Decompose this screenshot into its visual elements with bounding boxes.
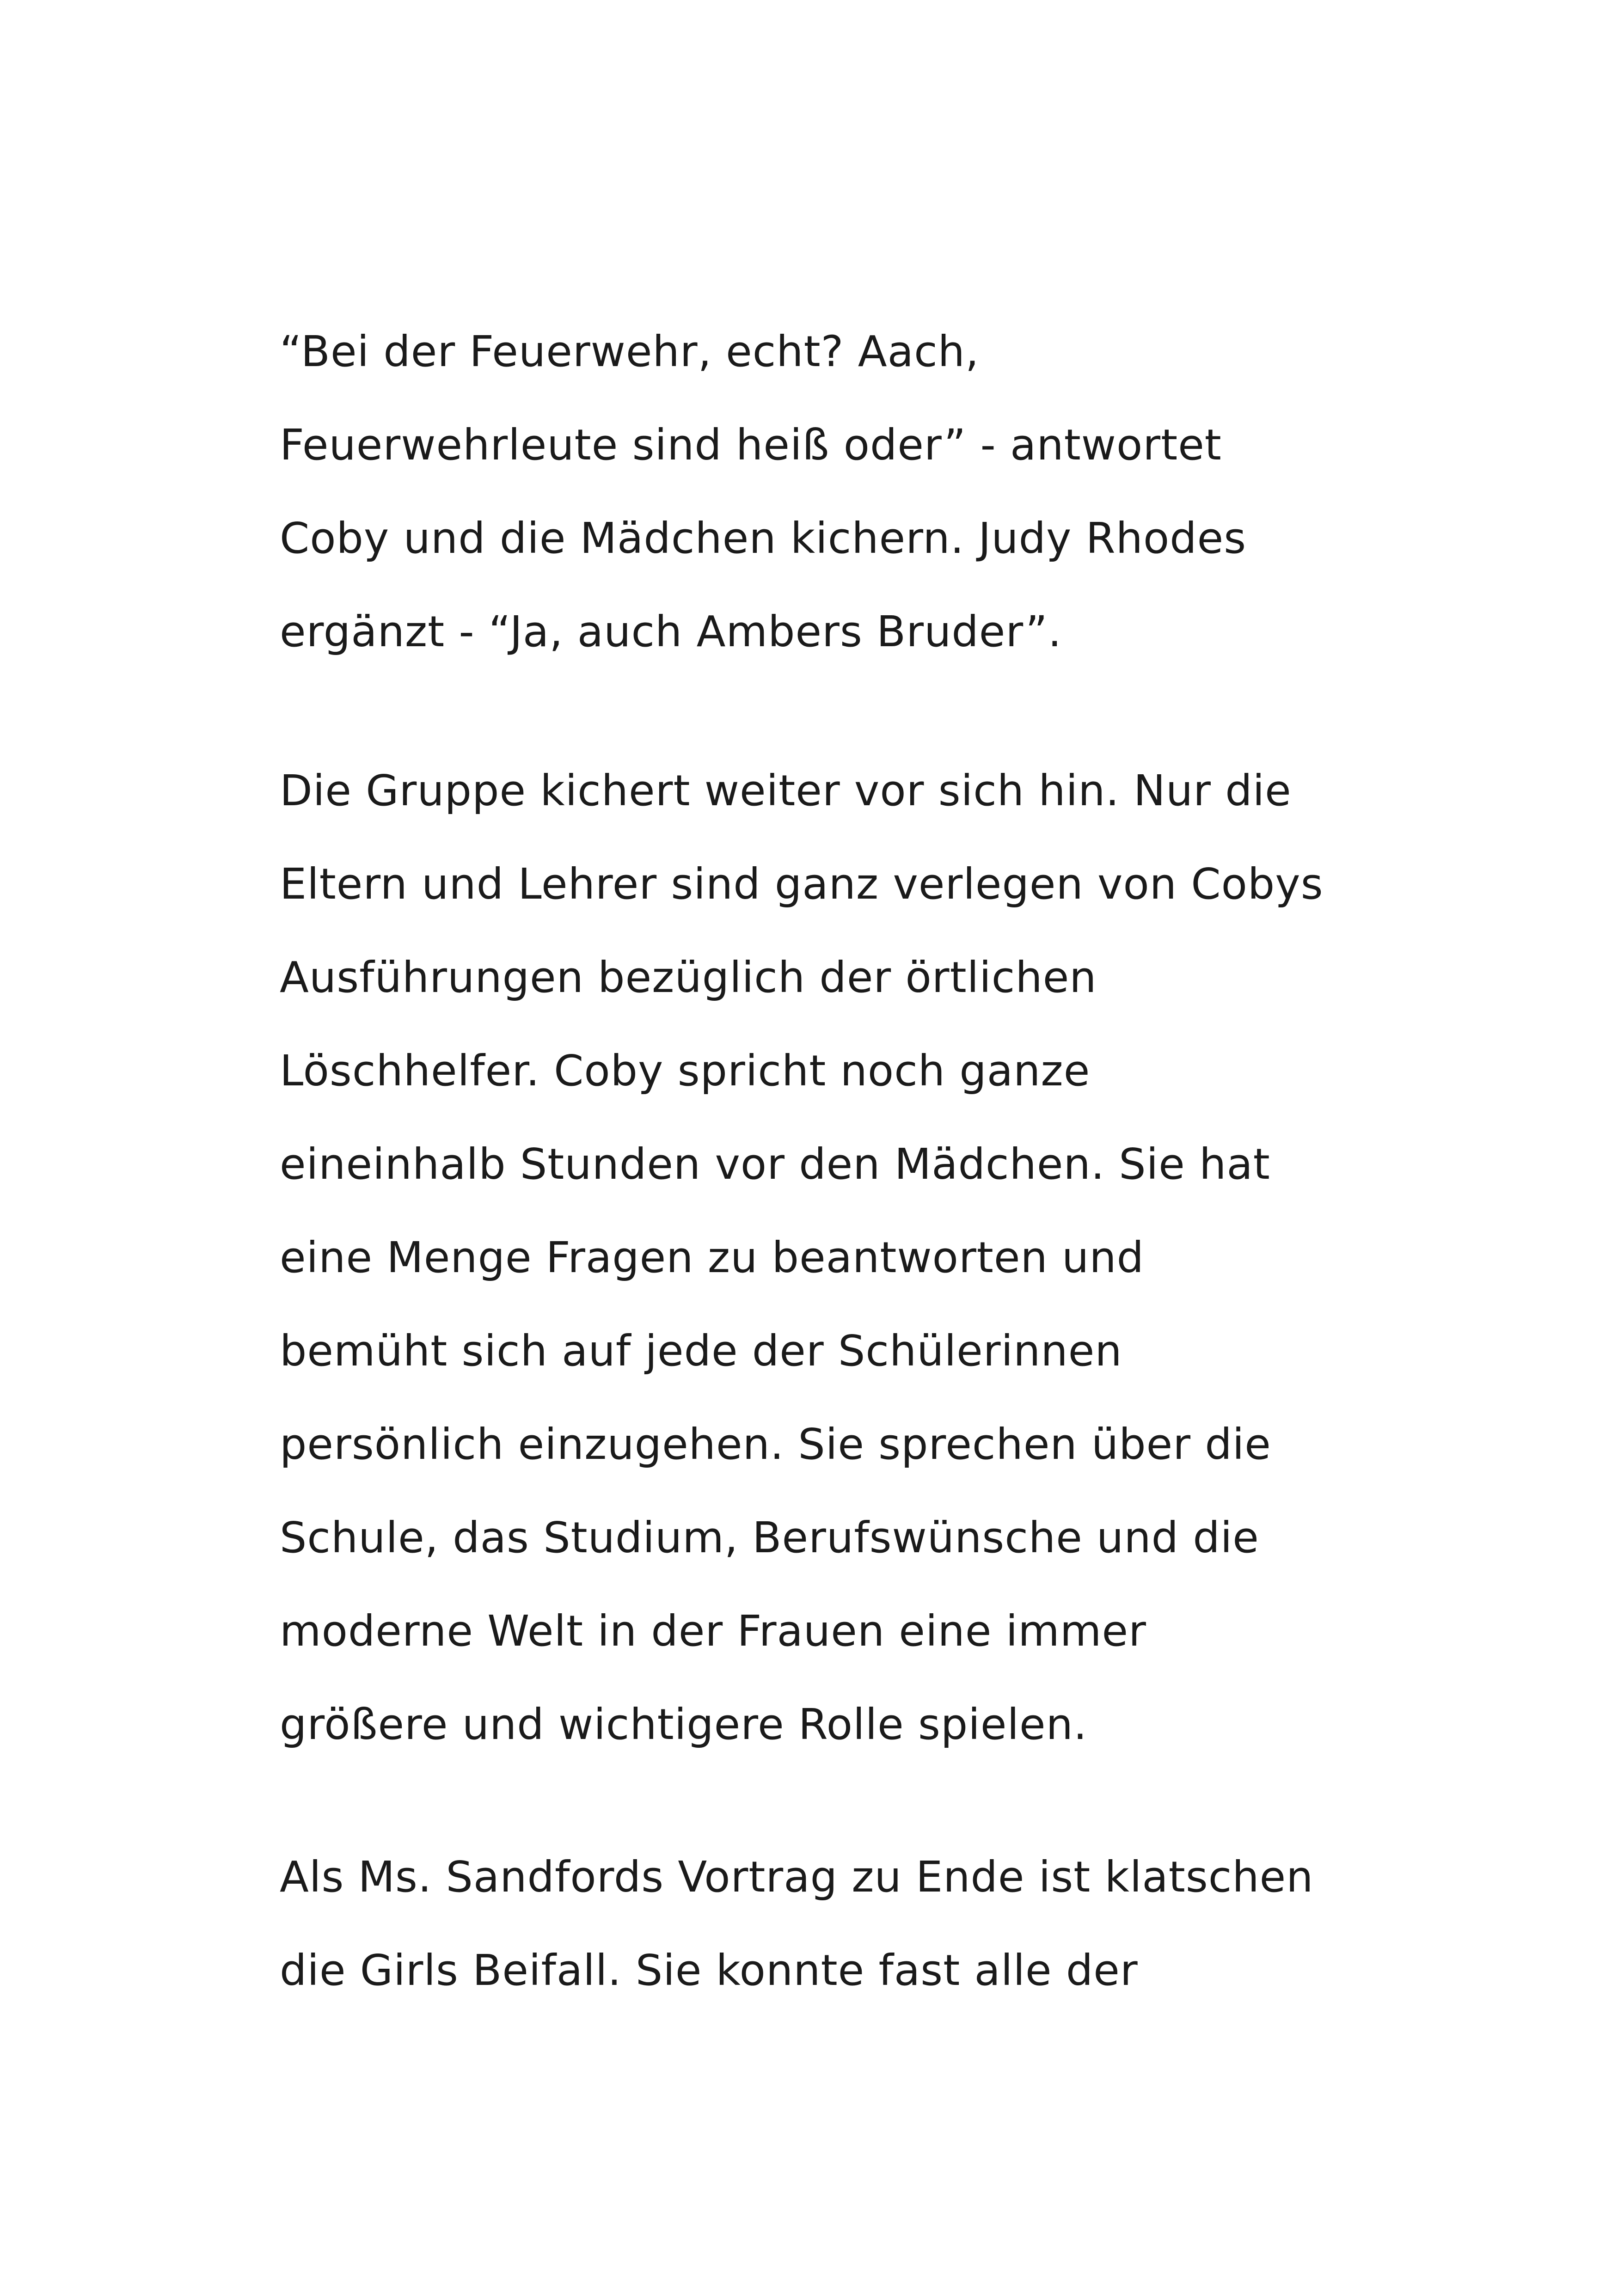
text-line: Ausführungen bezüglich der örtlichen xyxy=(280,953,1097,1002)
text-line: eineinhalb Stunden vor den Mädchen. Sie hat xyxy=(280,1139,1270,1189)
paragraph-3 xyxy=(280,1831,1389,2017)
text-line: Löschhelfer. Coby spricht noch ganze xyxy=(280,1046,1091,1096)
text-line: Schule, das Studium, Berufswünsche und die xyxy=(280,1513,1259,1562)
text-line: ergänzt - “Ja, auch Ambers Bruder”. xyxy=(280,607,1062,656)
text-line: persönlich einzugehen. Sie sprechen über die xyxy=(280,1420,1271,1469)
text-line: Coby und die Mädchen kichern. Judy Rhodes xyxy=(280,514,1247,563)
text-line: eine Menge Fragen zu beantworten und xyxy=(280,1233,1145,1282)
text-line: Eltern und Lehrer sind ganz verlegen von Cobys xyxy=(280,859,1324,909)
text-line: Die Gruppe kichert weiter vor sich hin. Nur die xyxy=(280,766,1292,815)
paragraph-1 xyxy=(280,305,1389,679)
text-line: Als Ms. Sandfords Vortrag zu Ende ist klatschen xyxy=(280,1852,1314,1902)
paragraph-2 xyxy=(280,744,1389,1771)
text-line: größere und wichtigere Rolle spielen. xyxy=(280,1700,1088,1749)
text-line: bemüht sich auf jede der Schülerinnen xyxy=(280,1326,1122,1376)
text-line: die Girls Beifall. Sie konnte fast alle der xyxy=(280,1946,1138,1995)
text-line: moderne Welt in der Frauen eine immer xyxy=(280,1606,1146,1656)
text-line: “Bei der Feuerwehr, echt? Aach, xyxy=(280,327,980,376)
text-line: Feuerwehrleute sind heiß oder” - antwortet xyxy=(280,420,1222,470)
